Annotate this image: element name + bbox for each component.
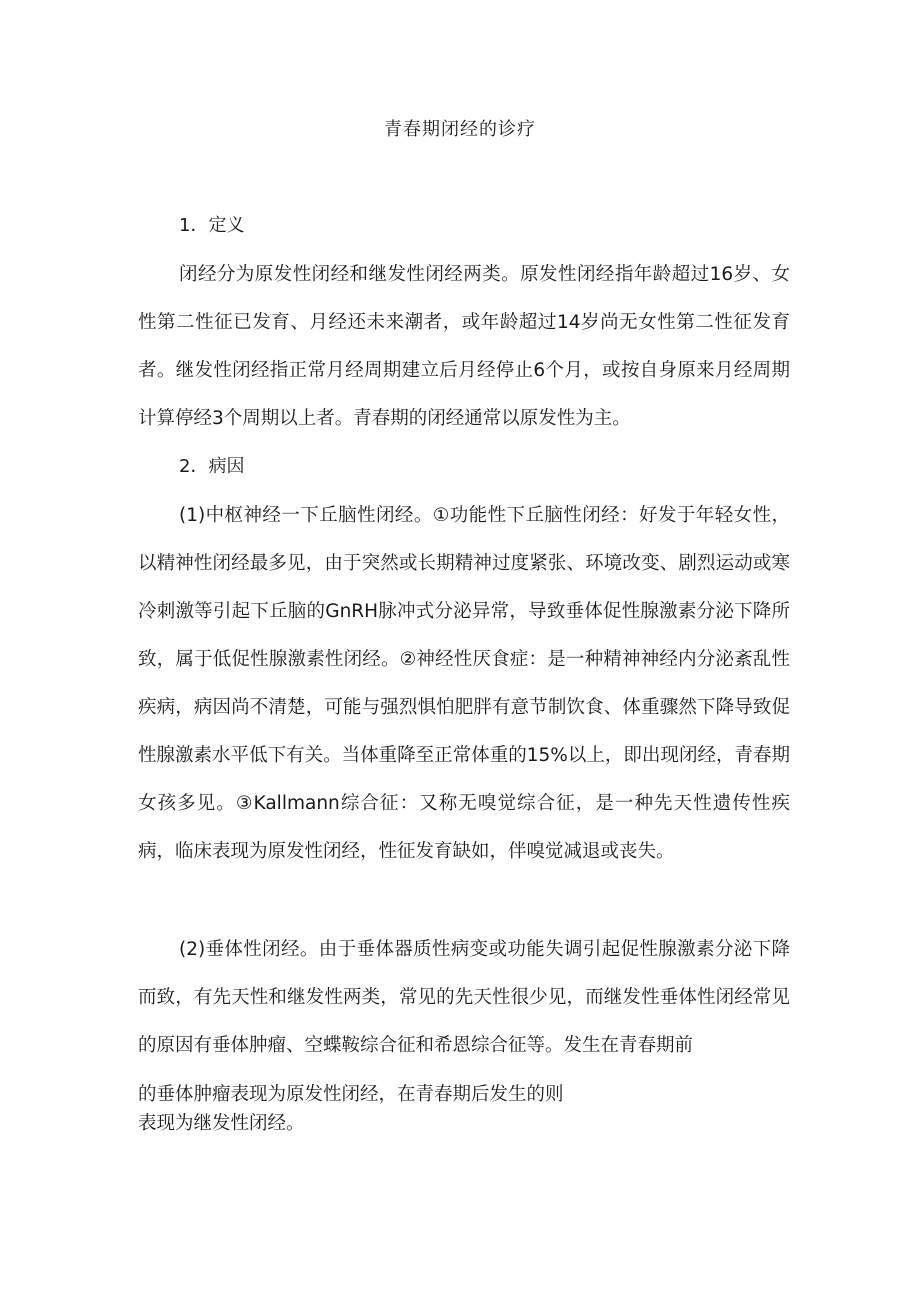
paragraph-central-hypothalamic: (1)中枢神经一下丘脑性闭经。①功能性下丘脑性闭经：好发于年轻女性，以精神性闭经最多见，由于突然或长期精神过度紧张、环境改变、剧烈运动或寒冷刺激等引起下丘脑的GnRH脉冲式分泌异常，导致垂体促性腺激素分泌下降所致，属于低促性腺激素性闭经。②神经性厌食症：是一种精神神经内分泌紊乱性疾病，病因尚不清楚，可能与强烈惧怕肥胖有意节制饮食、体重骤然下降导致促性腺激素水平低下有关。当体重降至正常体重的15%以上，即出现闭经，青春期女孩多见。③Kallmann综合征：又称无嗅觉综合征，是一种先天性遗传性疾病，临床表现为原发性闭经，性征发育缺如，伴嗅觉减退或丧失。 bbox=[138, 505, 790, 862]
paragraph-line: 表现为继发性闭经。 bbox=[138, 1113, 305, 1134]
section-heading-etiology: 2．病因 bbox=[179, 456, 245, 477]
paragraph-pituitary: (2)垂体性闭经。由于垂体器质性病变或功能失调引起促性腺激素分泌下降而致，有先天性和继发性两类，常见的先天性很少见，而继发性垂体性闭经常见的原因有垂体肿瘤、空蝶鞍综合征和希恩综合征等。发生在青春期前 bbox=[138, 939, 790, 1056]
section-heading-definition: 1．定义 bbox=[179, 215, 245, 236]
paragraph-definition: 闭经分为原发性闭经和继发性闭经两类。原发性闭经指年龄超过16岁、女性第二性征已发育、月经还未来潮者，或年龄超过14岁尚无女性第二性征发育者。继发性闭经指正常月经周期建立后月经停止6个月，或按自身原来月经周期计算停经3个周期以上者。青春期的闭经通常以原发性为主。 bbox=[138, 264, 790, 429]
document-title: 青春期闭经的诊疗 bbox=[384, 119, 536, 140]
paragraph-line: 的垂体肿瘤表现为原发性闭经，在青春期后发生的则 bbox=[138, 1084, 564, 1105]
